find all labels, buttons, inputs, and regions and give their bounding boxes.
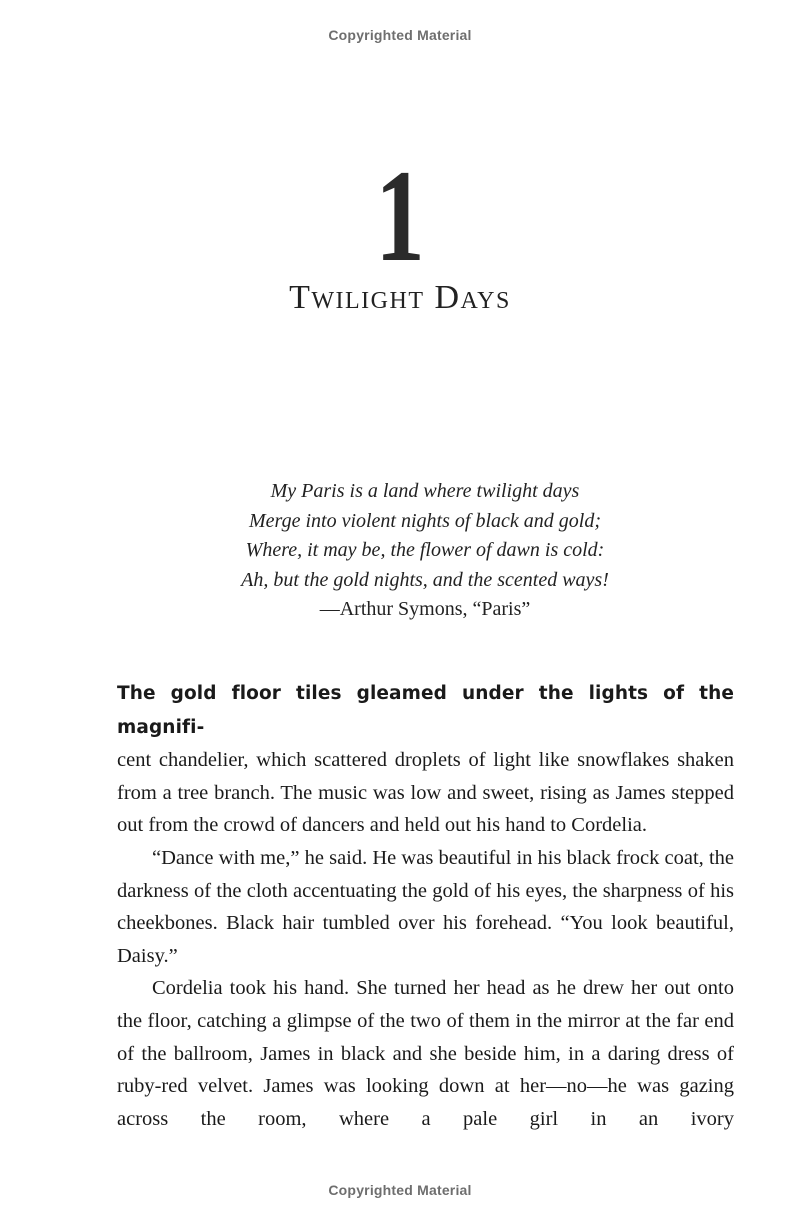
epigraph-line: My Paris is a land where twilight days — [270, 480, 580, 502]
chapter-body — [117, 677, 734, 1135]
epigraph — [0, 477, 800, 625]
epigraph-line: Where, it may be, the flower of dawn is cold: — [245, 539, 605, 561]
epigraph-attribution: —Arthur Symons, “Paris” — [319, 598, 531, 620]
paragraph-lead-in: The gold floor tiles gleamed under the lights of the magnifi- — [117, 683, 734, 738]
body-paragraph: cent chandelier, which scattered droplets of light like snowflakes shaken from a tree branch. The music was low and sweet, rising as James stepped out from the crowd of dancers and held out his hand to Cordelia. — [117, 749, 734, 837]
epigraph-line: Ah, but the gold nights, and the scented ways! — [241, 568, 609, 591]
chapter-number: 1 — [375, 142, 425, 289]
copyright-watermark-bottom: Copyrighted Material — [328, 1182, 472, 1198]
body-paragraph: “Dance with me,” he said. He was beautiful in his black frock coat, the darkness of the cloth accentuating the gold of his eyes, the sharpness of his cheekbones. Black hair tumbled over his forehead. “You look beautiful, Daisy.” — [117, 846, 734, 967]
chapter-title: Twilight Days — [289, 279, 511, 316]
body-paragraph: Cordelia took his hand. She turned her head as he drew her out onto the floor, catching a glimpse of the two of them in the mirror at the far end of the ballroom, James in black and she beside him, in a daring dress of ruby-red velvet. James was looking down at her—no—he was gazing across the room, where a pale girl in an ivory — [117, 977, 734, 1130]
epigraph-line: Merge into violent nights of black and gold; — [249, 509, 601, 532]
body-paragraph — [117, 677, 734, 744]
copyright-watermark-top: Copyrighted Material — [328, 27, 472, 43]
